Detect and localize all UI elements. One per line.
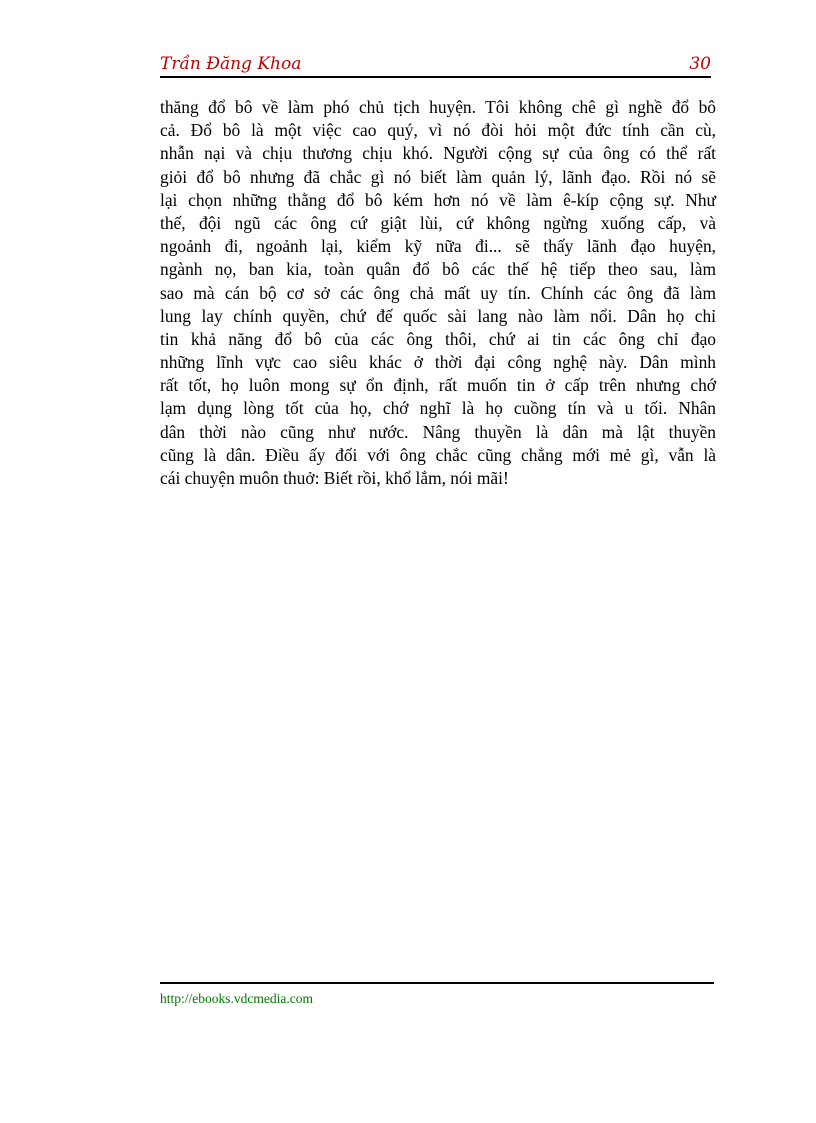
body-paragraph: [160, 96, 716, 490]
body-line: ngành nọ, ban kia, toàn quân đổ bô các thế hệ tiếp theo sau, làm: [160, 259, 716, 280]
body-line: giỏi đổ bô nhưng đã chắc gì nó biết làm quản lý, lãnh đạo. Rồi nó sẽ: [160, 166, 716, 187]
body-line: ngoảnh đi, ngoảnh lại, kiểm kỹ nữa đi... sẽ thấy lãnh đạo huyện,: [160, 236, 716, 257]
body-line: cũng là dân. Điều ấy đối với ông chắc cũng chẳng mới mẻ gì, vẫn là: [160, 444, 716, 465]
body-line: nhẫn nại và chịu thương chịu khó. Người cộng sự của ông có thể rất: [160, 143, 716, 164]
body-line: rất tốt, họ luôn mong sự ổn định, rất muốn tin ở cấp trên nhưng chớ: [160, 375, 716, 396]
body-line: dân thời nào cũng như nước. Nâng thuyền là dân mà lật thuyền: [160, 421, 716, 442]
body-line: những lĩnh vực cao siêu khác ở thời đại công nghệ này. Dân mình: [160, 352, 716, 373]
page-header: [160, 52, 711, 78]
footer-divider: [160, 982, 714, 984]
body-line: sao mà cán bộ cơ sở các ông chả mất uy tín. Chính các ông đã làm: [160, 282, 716, 303]
footer-website-link[interactable]: http://ebooks.vdcmedia.com: [160, 991, 313, 1006]
body-line: cả. Đổ bô là một việc cao quý, vì nó đòi hỏi một đức tính cần cù,: [160, 120, 716, 141]
body-line: tin khả năng đổ bô của các ông thôi, chứ ai tin các ông chỉ đạo: [160, 328, 716, 349]
body-line-last: cái chuyện muôn thuở: Biết rồi, khổ lắm, nói mãi!: [160, 468, 509, 488]
body-line: lạm dụng lòng tốt của họ, chớ nghĩ là họ cuồng tín và u tối. Nhân: [160, 398, 716, 419]
body-line: lại chọn những thằng đổ bô kém hơn nó về làm ê-kíp cộng sự. Như: [160, 189, 716, 210]
body-line: lung lay chính quyền, chứ đế quốc sài lang nào làm nổi. Dân họ chỉ: [160, 305, 716, 326]
body-line: thăng đổ bô về làm phó chủ tịch huyện. Tôi không chê gì nghề đổ bô: [160, 97, 716, 117]
header-page-number: 30: [689, 54, 711, 74]
header-author-title: Trần Đăng Khoa: [160, 54, 302, 74]
body-line: thế, đội ngũ các ông cứ giật lùi, cứ không ngừng xuống cấp, và: [160, 212, 716, 233]
